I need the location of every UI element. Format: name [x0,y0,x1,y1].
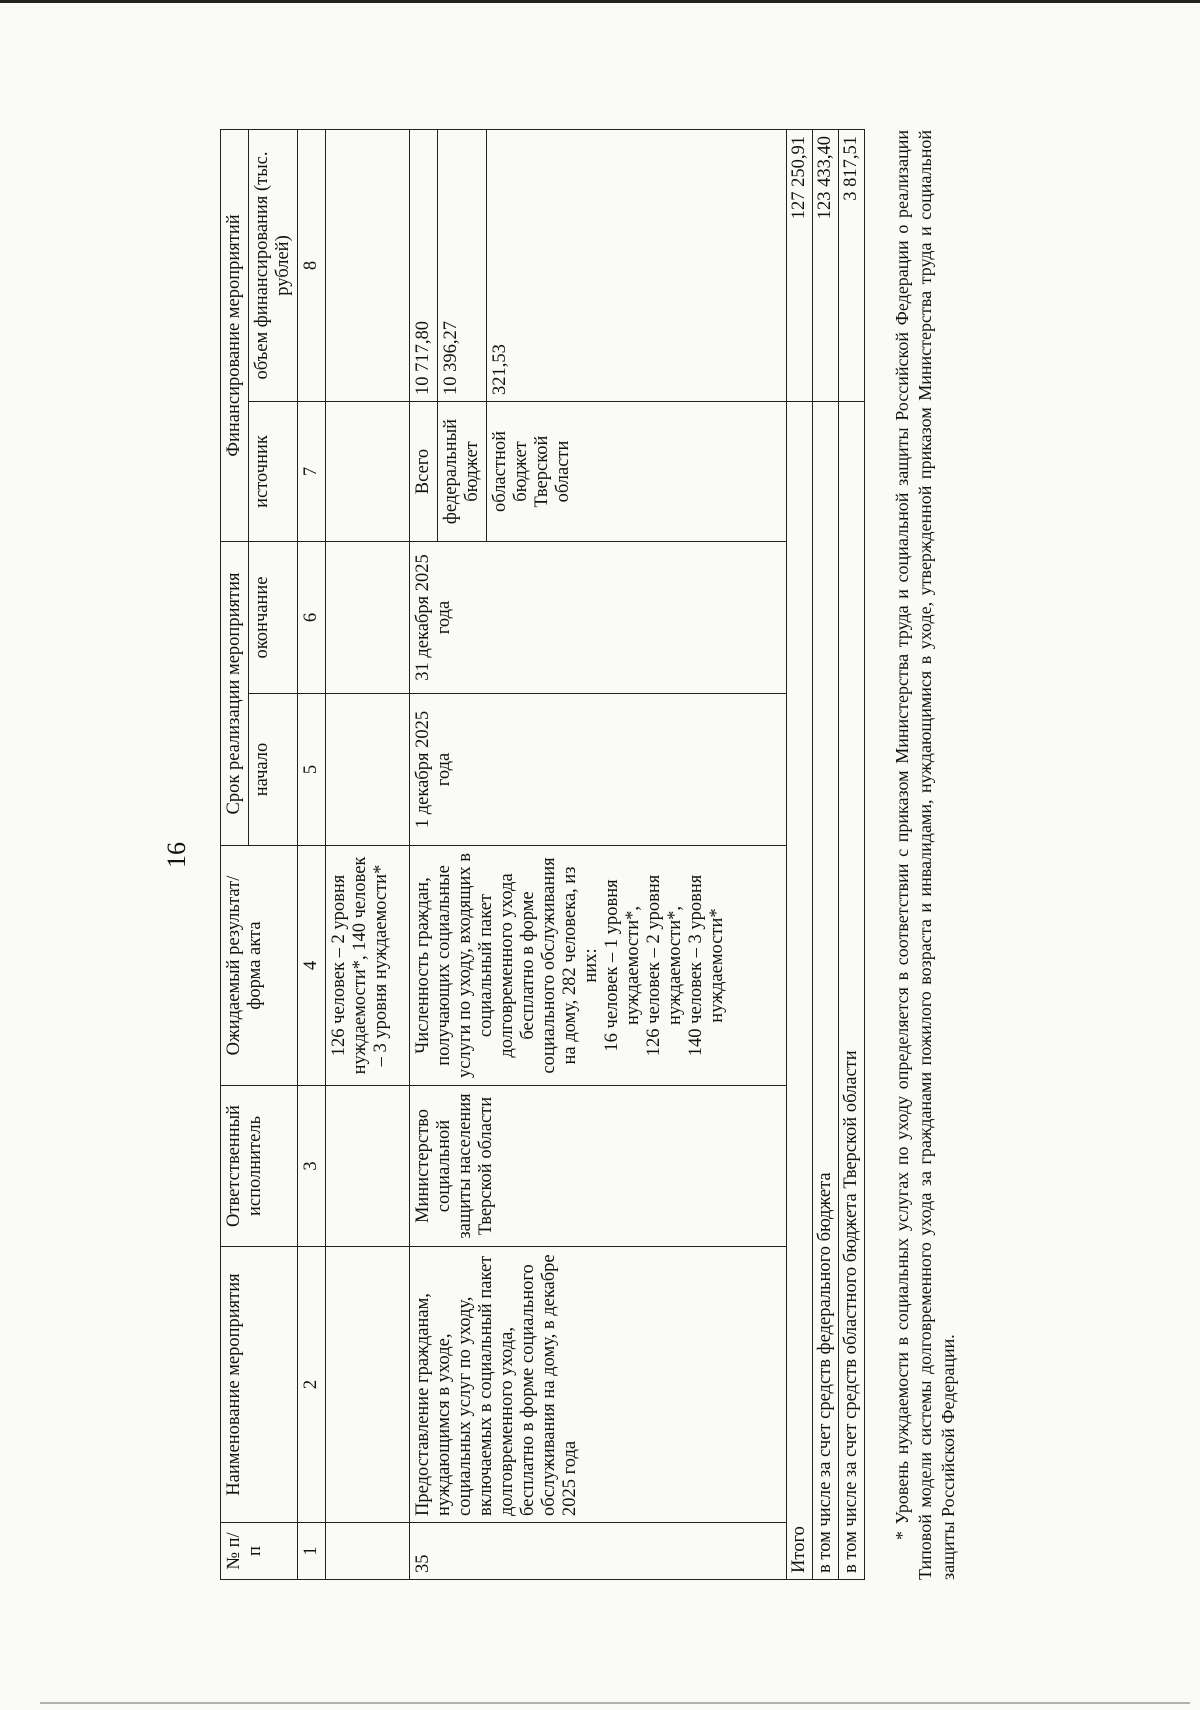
col-num-4: 4 [298,846,326,1086]
continued-row [326,130,410,1580]
header-source: источник [249,402,298,542]
page-number: 16 [162,842,191,868]
col-num-8: 8 [298,130,326,402]
header-financing: Финансирование мероприятий [221,130,249,542]
header-row-1 [221,130,249,1580]
header-volume: объем финансирования (тыс. рублей) [249,130,298,402]
header-executor: Ответственный исполнитель [221,1086,298,1247]
row35-result-l1: 16 человек – 1 уровня нуждаемости*, [602,879,643,1052]
row35-amount-total: 10 717,80 [410,130,438,402]
col-num-6: 6 [298,542,326,694]
row35-source-total: Всего [410,402,438,542]
header-start: начало [249,694,298,846]
row35-amount-regional: 321,53 [487,130,787,402]
footnote: * Уровень нуждаемости в социальных услугах по уходу определяется в соответствии с приказом Министерства труда и социальной защиты Российской Федерации о реализации Типовой модели системы долговременного ухода за гражданами пожилого возраста и инвалидами, нуждающимися в уходе, утвержденной приказом Министерства труда и социальной защиты Российской Федерации. [892,130,958,1580]
row35-result-l3: 140 человек – 3 уровня нуждаемости* [686,874,727,1057]
scan-top-edge [0,0,1200,3]
header-result: Ожидаемый результат/форма акта [221,846,298,1086]
col-num-2: 2 [298,1247,326,1523]
scan-bottom-edge [40,1702,1190,1704]
column-numbers-row [298,130,326,1580]
total-federal-row [813,130,839,1580]
total-federal-amount: 123 433,40 [813,130,839,402]
total-amount: 127 250,91 [787,130,813,402]
rotated-page [162,130,980,1580]
table-row-35 [410,130,438,1580]
total-regional-amount: 3 817,51 [839,130,865,402]
row35-source-federal: федеральный бюджет [438,402,487,542]
row35-result-l2: 126 человек – 2 уровня нуждаемости*, [644,874,685,1057]
row35-name: Предоставление гражданам, нуждающимся в уходе, социальных услуг по уходу, включаемых в социальный пакет долговременного ухода, бесплатно в форме социального обслуживания на дому, в декабре 2025 года [410,1247,787,1523]
col-num-7: 7 [298,402,326,542]
header-end: окончание [249,542,298,694]
row35-source-regional: областной бюджет Тверской области [487,402,787,542]
row35-num: 35 [410,1523,787,1580]
total-label: Итого [787,402,813,1580]
row35-start: 1 декабря 2025 года [410,694,787,846]
total-regional-row [839,130,865,1580]
total-federal-label: в том числе за счет средств федерального бюджета [813,402,839,1580]
row35-amount-federal: 10 396,27 [438,130,487,402]
header-name: Наименование мероприятия [221,1247,298,1523]
row35-executor: Министерство социальной защиты населения Тверской области [410,1086,787,1247]
header-num: № п/п [221,1523,298,1580]
col-num-3: 3 [298,1086,326,1247]
continued-result: 126 человек – 2 уровня нуждаемости*, 140 человек – 3 уровня нуждаемости* [326,846,410,1086]
total-regional-label: в том числе за счет средств областного бюджета Тверской области [839,402,865,1580]
col-num-1: 1 [298,1523,326,1580]
total-row [787,130,813,1580]
row35-result [410,846,787,1086]
col-num-5: 5 [298,694,326,846]
row35-end: 31 декабря 2025 года [410,542,787,694]
header-period: Срок реализации мероприятия [221,542,249,846]
measures-table [220,129,865,1580]
row35-result-intro: Численность граждан, получающих социальные услуги по уходу, входящих в социальный пакет долговременного ухода бесплатно в форме социального обслуживания на дому, 282 человека, из них: [413,852,601,1079]
